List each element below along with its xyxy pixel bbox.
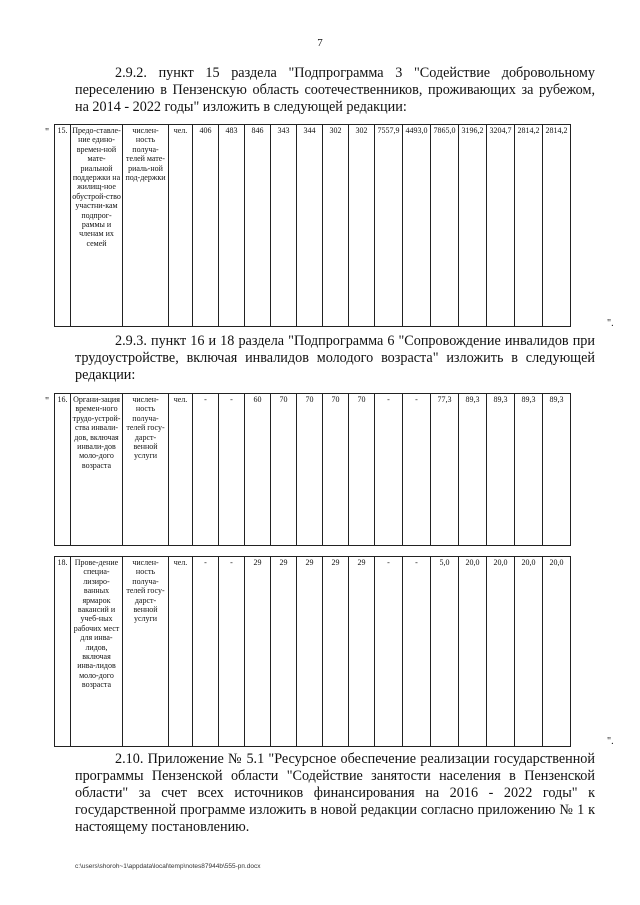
row-number: 16. [55,394,71,546]
value-cell: - [375,394,403,546]
value-cell: 846 [245,125,271,327]
row-unit: чел. [169,125,193,327]
value-cell: 29 [323,557,349,747]
value-cell: 70 [297,394,323,546]
close-quote-18: ". [607,736,614,747]
value-cell: 29 [297,557,323,747]
value-cell: 344 [297,125,323,327]
value-cell: 302 [349,125,375,327]
row-measure: числен-ность получа-телей госу-дарст-венной услуги [123,394,169,546]
value-cell: 20,0 [459,557,487,747]
value-cell: 302 [323,125,349,327]
value-cell: - [375,557,403,747]
page-number: 7 [317,37,323,49]
value-cell: 2814,2 [543,125,571,327]
value-cell: 20,0 [487,557,515,747]
row-number: 18. [55,557,71,747]
row-name: Органи-зация времен-ного трудо-устрой-ства инвали-дов, включая инвали-дов моло-дого возраста [71,394,123,546]
row-name: Предо-ставле-ние едино-времен-ной мате-риальной поддержки на жилищ-ное обустрой-ство участни-кам подпрог-раммы и членам их семей [71,125,123,327]
value-cell: 29 [245,557,271,747]
row-measure: числен-ность получа-телей мате-риаль-ной под-держки [123,125,169,327]
value-cell: 29 [349,557,375,747]
value-cell: 89,3 [487,394,515,546]
row-measure: числен-ность получа-телей госу-дарст-венной услуги [123,557,169,747]
value-cell: 7557,9 [375,125,403,327]
value-cell: 77,3 [431,394,459,546]
value-cell: 89,3 [515,394,543,546]
value-cell: 343 [271,125,297,327]
value-cell: 20,0 [543,557,571,747]
value-cell: 483 [219,125,245,327]
close-quote-15: ". [607,318,614,329]
value-cell: - [403,557,431,747]
value-cell: - [193,557,219,747]
value-cell: 89,3 [543,394,571,546]
row-name: Прове-дение специа-лизиро-ванных ярмарок вакансий и учеб-ных рабочих мест для инва-лидов, включая инва-лидов моло-дого возраста [71,557,123,747]
open-quote-15: " [45,127,50,138]
table-row-16 [54,393,571,546]
paragraph-2-10: 2.10. Приложение № 5.1 "Ресурсное обеспечение реализации государственной программы Пензенской области "Содействие занятости населения в Пензенской области" за счет всех источников финансирования на 2016 - 2022 годы" к государственной программе изложить в новой редакции согласно приложению № 1 к настоящему постановлению. [75,751,595,835]
paragraph-2-9-3: 2.9.3. пункт 16 и 18 раздела "Подпрограмма 6 "Сопровождение инвалидов при трудоустройстве, включая инвалидов молодого возраста" изложить в следующей редакции: [75,333,595,383]
open-quote-16: " [45,396,50,407]
value-cell: 70 [271,394,297,546]
value-cell: 60 [245,394,271,546]
value-cell: 3196,2 [459,125,487,327]
value-cell: 89,3 [459,394,487,546]
row-unit: чел. [169,394,193,546]
paragraph-2-9-2: 2.9.2. пункт 15 раздела "Подпрограмма 3 "Содействие добровольному переселению в Пензенскую область соотечественников, проживающих за рубежом, на 2014 - 2022 годы" изложить в следующей редакции: [75,65,595,115]
row-number: 15. [55,125,71,327]
value-cell: 20,0 [515,557,543,747]
value-cell: 7865,0 [431,125,459,327]
table-row-15 [54,124,571,327]
footer-file-path: c:\users\shoroh~1\appdata\local\temp\notes87944b\555-рп.docx [75,863,261,870]
value-cell: 29 [271,557,297,747]
value-cell: 5,0 [431,557,459,747]
value-cell: 70 [349,394,375,546]
value-cell: 70 [323,394,349,546]
value-cell: - [403,394,431,546]
value-cell: - [219,394,245,546]
value-cell: - [219,557,245,747]
row-unit: чел. [169,557,193,747]
value-cell: - [193,394,219,546]
table-row-18 [54,556,571,747]
value-cell: 4493,0 [403,125,431,327]
value-cell: 3204,7 [487,125,515,327]
value-cell: 2814,2 [515,125,543,327]
value-cell: 406 [193,125,219,327]
